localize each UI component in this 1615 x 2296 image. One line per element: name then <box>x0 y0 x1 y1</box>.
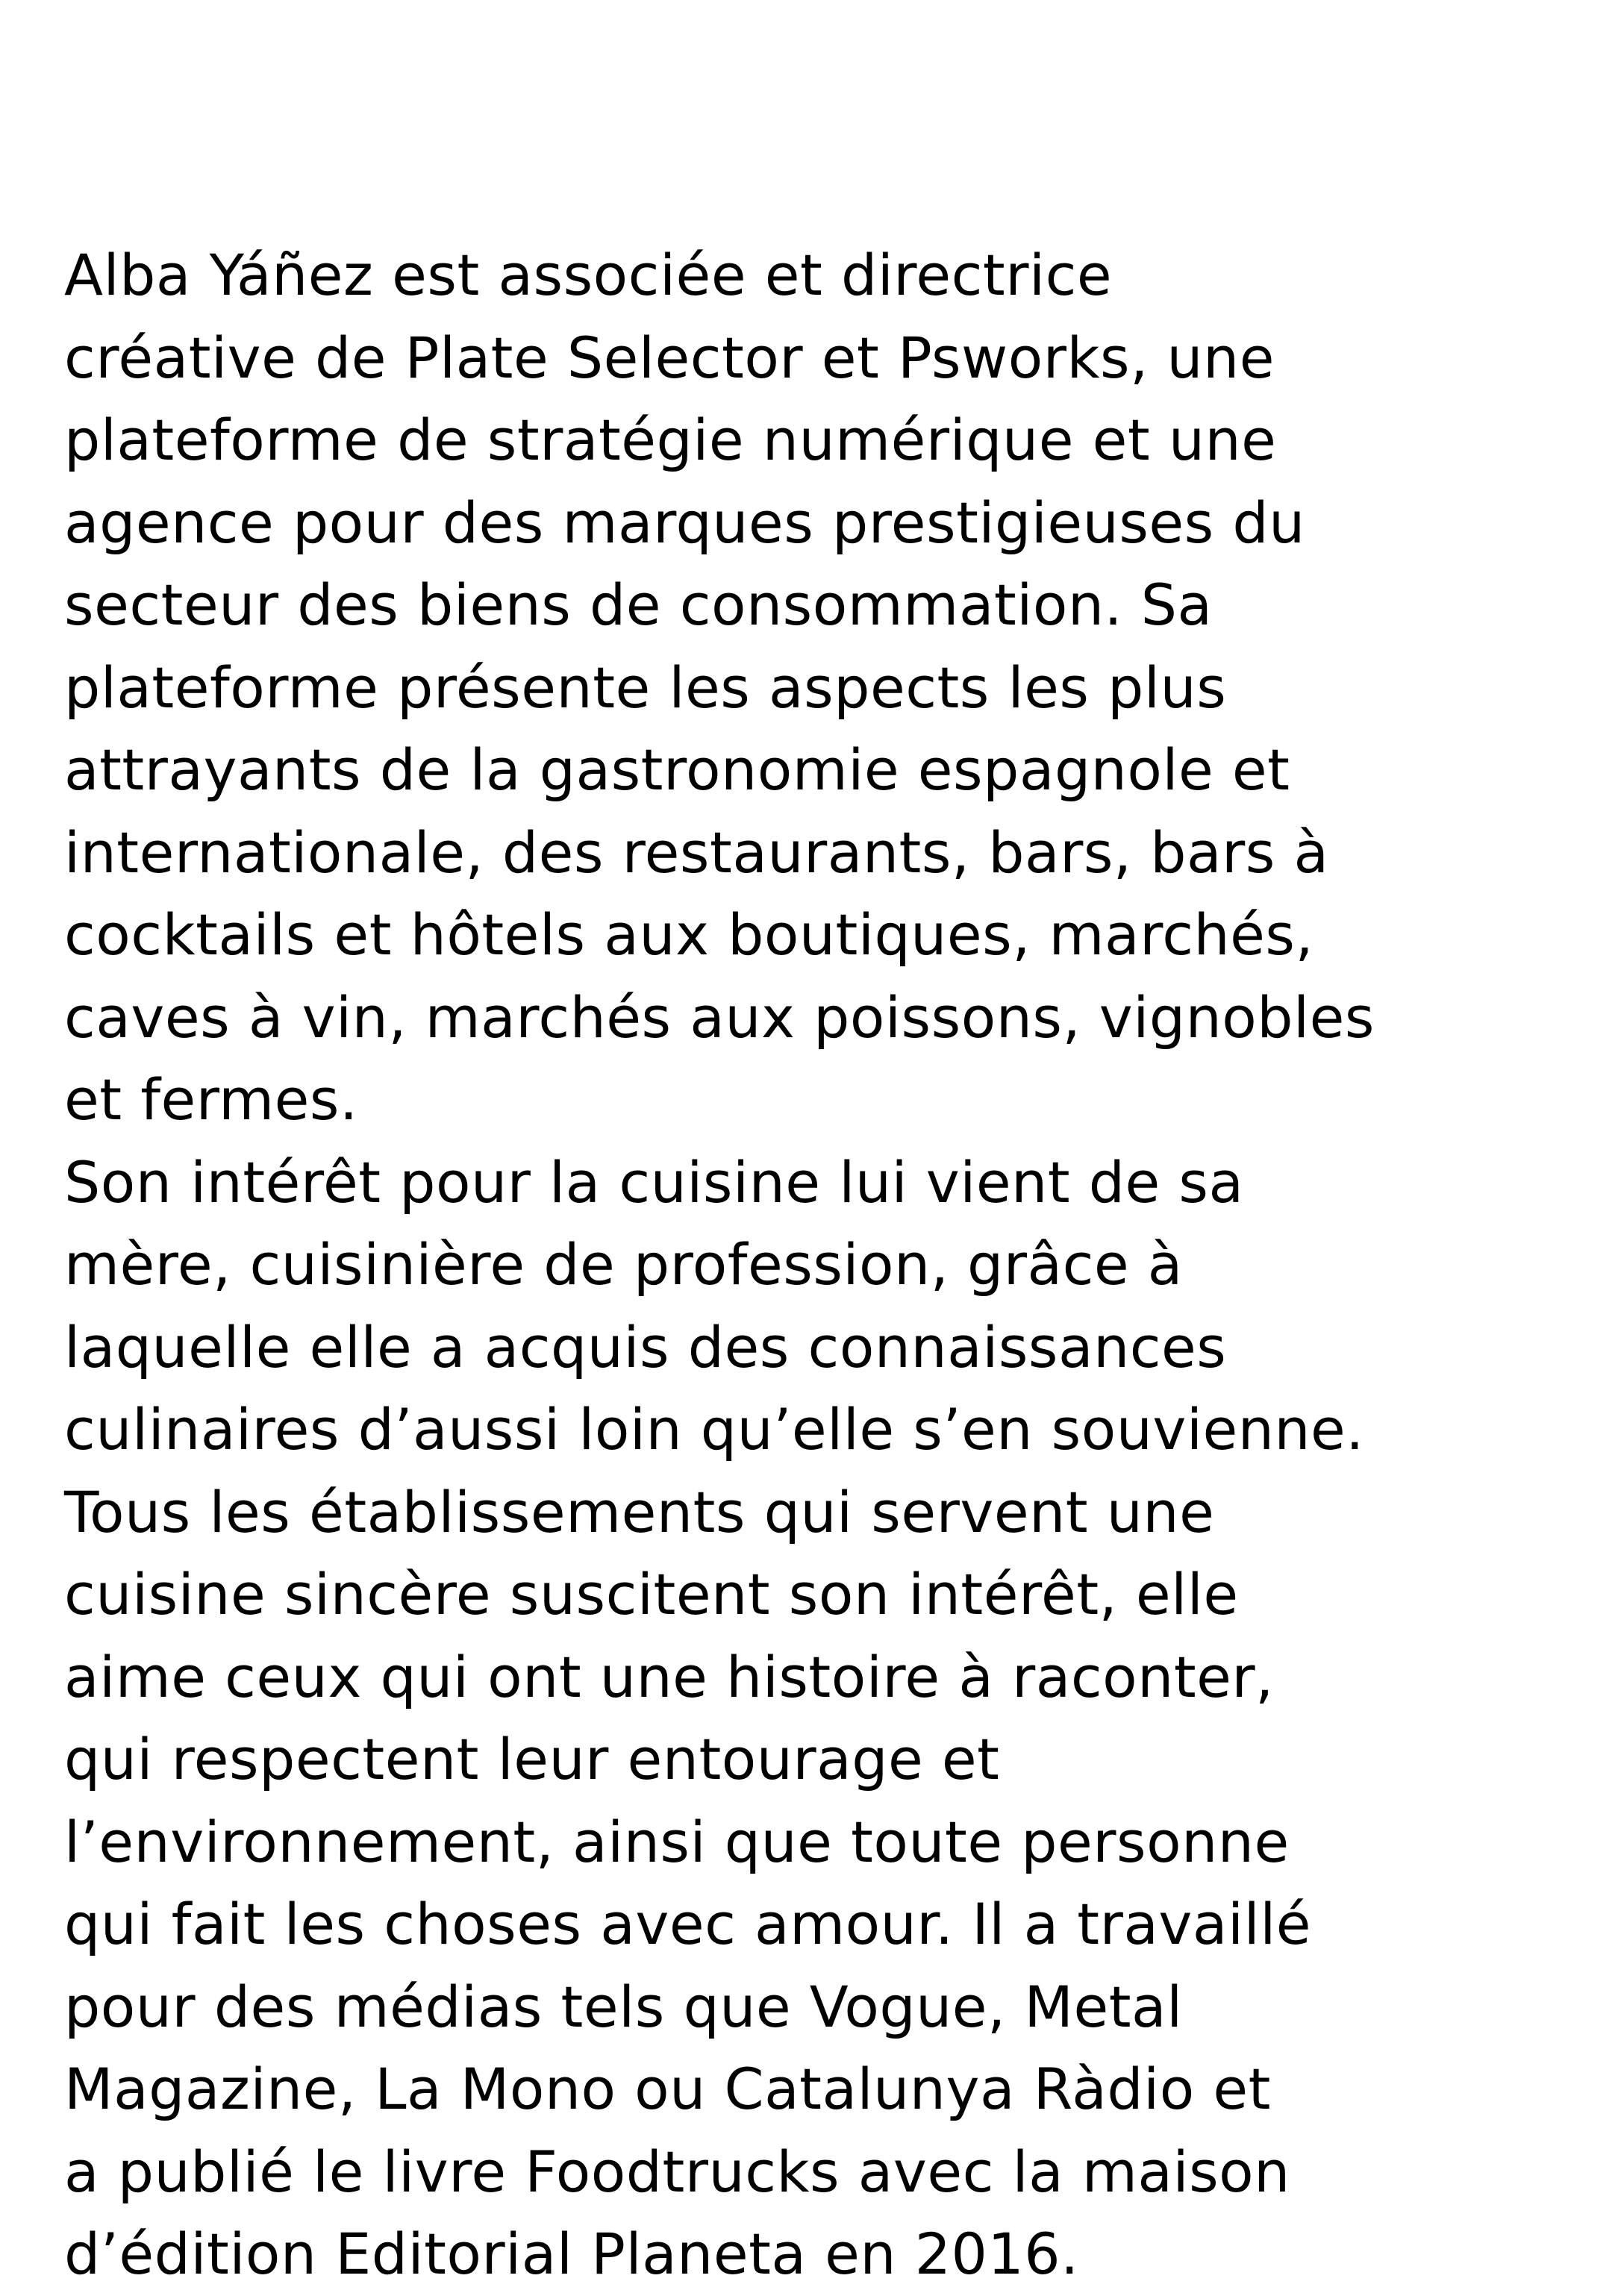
text-line: aime ceux qui ont une histoire à raconter, <box>64 1643 1274 1710</box>
text-line: a publié le livre Foodtrucks avec la maison <box>64 2138 1290 2205</box>
text-line: plateforme de stratégie numérique et une <box>64 407 1277 473</box>
text-line: l’environnement, ainsi que toute personne <box>64 1808 1290 1875</box>
text-line: d’édition Editorial Planeta en 2016. <box>64 2221 1079 2287</box>
text-line: Alba Yáñez est associée et directrice <box>64 242 1113 308</box>
text-line: laquelle elle a acquis des connaissances <box>64 1313 1227 1380</box>
text-line: créative de Plate Selector et Psworks, une <box>64 324 1275 391</box>
text-line: et fermes. <box>64 1066 358 1133</box>
text-line: Tous les établissements qui servent une <box>64 1478 1215 1545</box>
text-line: secteur des biens de consommation. Sa <box>64 572 1213 638</box>
text-line: Son intérêt pour la cuisine lui vient de sa <box>64 1148 1244 1216</box>
text-line: mère, cuisinière de profession, grâce à <box>64 1231 1183 1298</box>
text-line: internationale, des restaurants, bars, bars à <box>64 819 1329 886</box>
text-line: cuisine sincère suscitent son intérêt, elle <box>64 1561 1239 1627</box>
text-line: plateforme présente les aspects les plus <box>64 654 1227 721</box>
text-line: qui fait les choses avec amour. Il a travaillé <box>64 1891 1312 1957</box>
text-line: cocktails et hôtels aux boutiques, marchés, <box>64 901 1314 968</box>
text-line: culinaires d’aussi loin qu’elle s’en souvienne. <box>64 1396 1364 1463</box>
text-line: Magazine, La Mono ou Catalunya Ràdio et <box>64 2056 1271 2122</box>
text-line: pour des médias tels que Vogue, Metal <box>64 1973 1183 2040</box>
text-line: qui respectent leur entourage et <box>64 1726 1000 1792</box>
text-line: attrayants de la gastronomie espagnole et <box>64 736 1290 803</box>
text-line: caves à vin, marchés aux poissons, vignobles <box>64 983 1375 1051</box>
biography-text <box>64 234 1602 2296</box>
text-line: agence pour des marques prestigieuses du <box>64 489 1305 556</box>
